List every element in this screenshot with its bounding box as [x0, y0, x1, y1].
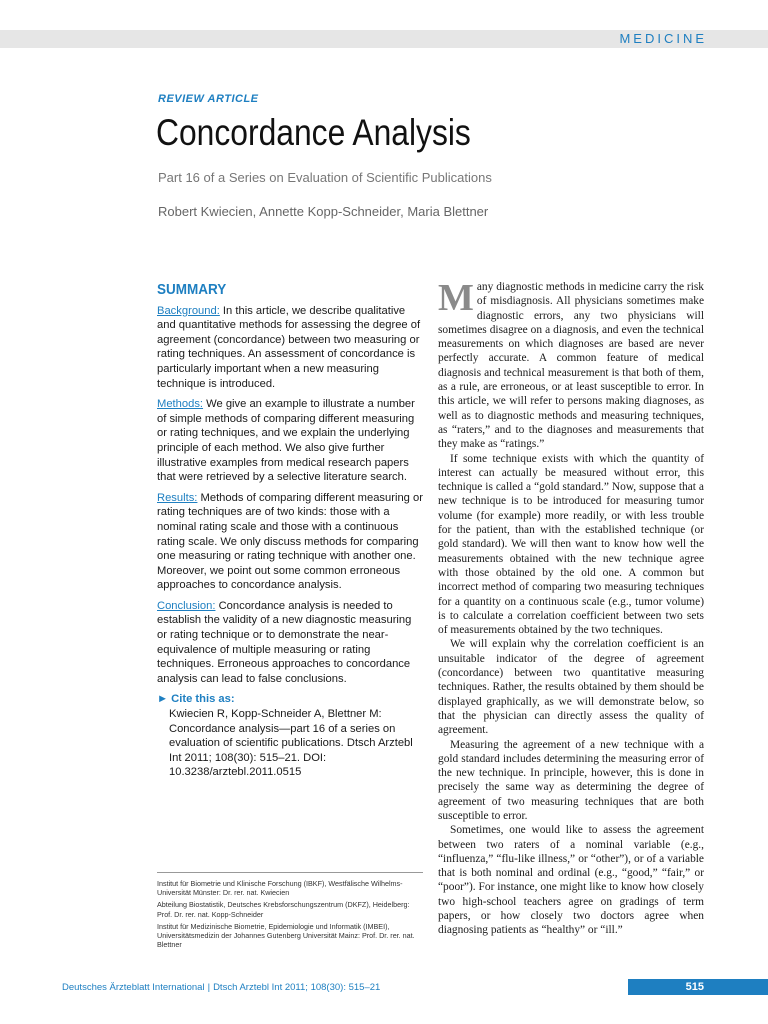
results-text: Methods of comparing different measuring or rating techniques are of two kinds: those with a nominal rating scale and those with a continuous rating scale. We only discuss methods for comparing one measuring or rating technique with another one. Moreover, we point out some common erroneous approaches to concordance analysis.: [157, 491, 423, 592]
body-paragraph: We will explain why the correlation coefficient is an unsuitable indicator of the degree of agreement (concordance) between two quantitative measuring techniques. Rather, the results obtained by them should be displayed graphically, as we will demonstrate below, so that the physician can directly assess the quality of agreement.: [438, 638, 704, 737]
summary-box: [157, 283, 423, 780]
background-text: In this article, we describe qualitative and quantitative methods for assessing the degree of agreement (concordance) between two measuring or rating techniques. An assessment of concordance is particularly important when a new measuring technique is introduced.: [157, 304, 421, 390]
background-label: Background:: [157, 304, 220, 317]
summary-conclusion: [157, 599, 423, 687]
summary-background: [157, 304, 423, 392]
affiliation-item: Institut für Biometrie und Klinische Forschung (IBKF), Westfälische Wilhelms-Universität Münster: Dr. rer. nat. Kwiecien: [157, 879, 403, 898]
summary-heading: SUMMARY: [157, 281, 227, 298]
article-title: Concordance Analysis: [156, 112, 471, 153]
journal-citation: Dtsch Arztebl Int 2011; 108(30): 515–21: [213, 982, 381, 993]
body-paragraph: Sometimes, one would like to assess the agreement between two raters of a nominal variable (e.g., “influenza,” “flu-like illness,” or “other”), or of a variable that is both nominal and ordinal (e.g., “good,” “fair,” or “poor”). For instance, one might like to know how closely two high-school teachers agree on gradings of term papers, or how closely two doctors agree when diagnosing patients as “healthy” or “ill.”: [438, 824, 704, 937]
section-label: MEDICINE: [619, 31, 707, 46]
body-text: [438, 277, 704, 938]
affiliation-item: Abteilung Biostatistik, Deutsches Krebsforschungszentrum (DKFZ), Heidelberg: Prof. Dr. rer. nat. Kopp-Schneider: [157, 900, 410, 919]
body-paragraph-text: any diagnostic methods in medicine carry the risk of misdiagnosis. All physicians sometimes make diagnostic errors, any two physicians will sometimes disagree on a diagnosis, and even the technical measurements on which diagnoses are based are never perfectly accurate. A common feature of medical diagnosis and technical measurement is that both of them, as a rule, are erroneous, or at least susceptible to error. In this article, we will refer to persons making diagnoses, as well as to diagnostic methods and measuring techniques, as “raters,” and to the diagnoses and measurements that they make as “ratings.”: [438, 281, 704, 451]
article-type-label: REVIEW ARTICLE: [158, 93, 259, 105]
body-paragraph: [438, 277, 704, 452]
footer: [62, 982, 380, 993]
cite-text: Kwiecien R, Kopp-Schneider A, Blettner M: Concordance analysis—part 16 of a series on evaluation of scientific publications. Dtsch Arztebl Int 2011; 108(30): 515–21. DOI: 10.3238/arztebl.2011.0515: [169, 708, 413, 779]
body-paragraph: Measuring the agreement of a new technique with a gold standard includes determining the measuring error of the new technique. In principle, however, this is done in precisely the same way as determining the degree of agreement of two measuring techniques that are both susceptible to error.: [438, 738, 704, 822]
summary-results: [157, 491, 423, 593]
conclusion-text: Concordance analysis is needed to establish the validity of a new diagnostic measuring or rating technique or to demonstrate the near-equivalence of multiple measuring or rating techniques. Erroneous approaches to concordance analysis can lead to false conclusions.: [157, 599, 412, 685]
affiliations: [157, 879, 423, 952]
drop-cap: M: [438, 277, 474, 319]
body-paragraph: If some technique exists with which the quantity of interest can actually be measured without error, this technique is called a “gold standard.” Now, suppose that a new technique is to be introduced for measuring tumor volume (for example) more readily, or with less trouble for the patient, than with the established technique (or gold standard). We will then want to know how well the measurements obtained with the new technique agree with those obtained by the old one. A common but incorrect method of comparing two measuring techniques for a quantity on a continuous scale (e.g., tumor volume) is to calculate a correlation coefficient between two sets of measurements obtained by the two techniques.: [438, 452, 704, 637]
cite-heading: ► Cite this as:: [157, 693, 235, 706]
methods-text: We give an example to illustrate a number of simple methods of comparing different measuring or rating techniques, and we explain the underlying principle of each method. We also give further illustrative examples from medical research papers that were retrieved by a selective literature search.: [157, 398, 415, 484]
affiliation-divider: [157, 872, 423, 873]
journal-name: Deutsches Ärzteblatt International: [62, 982, 205, 993]
article-subtitle: Part 16 of a Series on Evaluation of Scientific Publications: [158, 170, 492, 185]
author-list: Robert Kwiecien, Annette Kopp-Schneider, Maria Blettner: [158, 204, 489, 219]
conclusion-label: Conclusion:: [157, 599, 216, 612]
methods-label: Methods:: [157, 398, 204, 411]
results-label: Results:: [157, 491, 198, 504]
summary-methods: [157, 397, 423, 485]
affiliation-item: Institut für Medizinische Biometrie, Epidemiologie und Informatik (IMBEI), Universitätsmedizin der Johannes Gutenberg Universität Mainz: Prof. Dr. rer. nat. Blettner: [157, 921, 415, 950]
page-number: 515: [628, 979, 768, 995]
footer-separator: |: [207, 982, 211, 993]
